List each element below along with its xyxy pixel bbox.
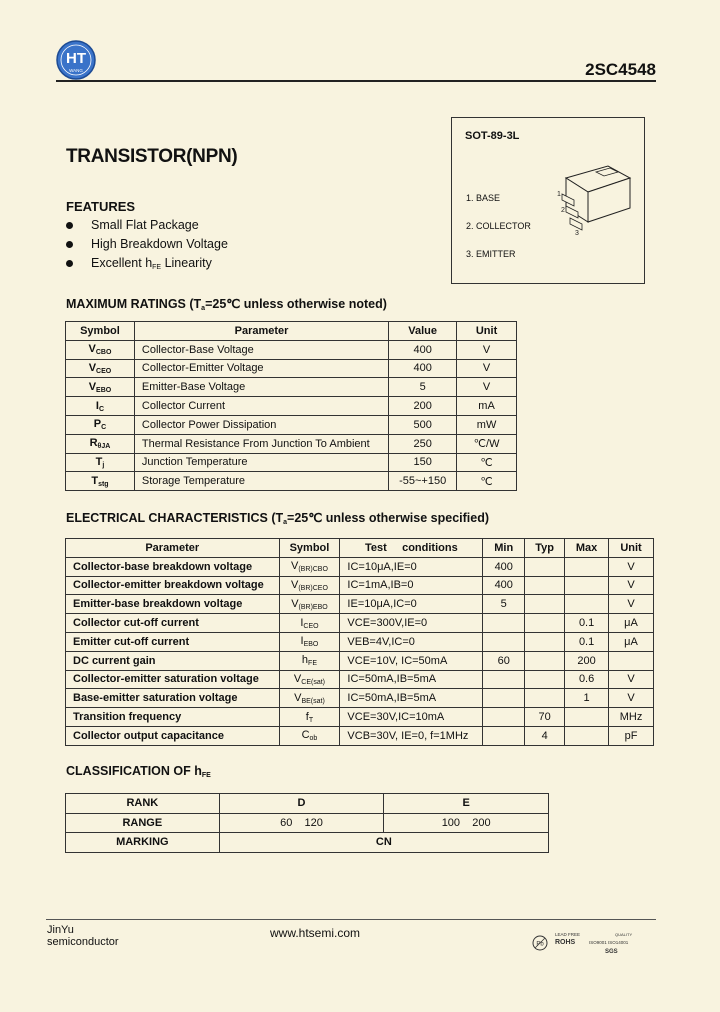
min-cell	[483, 670, 525, 689]
company-name: JinYu	[47, 924, 74, 936]
pin-number-2: 2	[561, 207, 565, 214]
unit-cell: μA	[609, 614, 654, 633]
feature-text: Small Flat Package	[91, 218, 199, 232]
condition-cell: VEB=4V,IC=0	[340, 632, 483, 651]
symbol-cell: $I_C$	[66, 397, 135, 416]
rank-label: RANK	[66, 794, 220, 814]
condition-cell: VCB=30V, IE=0, f=1MHz	[340, 726, 483, 745]
pin-label-collector: 2. COLLECTOR	[466, 221, 531, 231]
symbol-cell: $V_{CBO}$	[66, 340, 135, 359]
column-header: Symbol	[279, 539, 340, 558]
unit-cell: ℃/W	[457, 434, 517, 453]
table-row	[66, 434, 517, 453]
company-logo	[56, 40, 96, 80]
symbol-cell: $C_{ob}$	[279, 726, 340, 745]
condition-cell: VCE=30V,IC=10mA	[340, 708, 483, 727]
max-cell: 0.1	[565, 614, 609, 633]
column-header: Min	[483, 539, 525, 558]
parameter-cell: Collector cut-off current	[66, 614, 280, 633]
parameter-cell: Emitter-Base Voltage	[134, 378, 388, 397]
typ-cell	[525, 632, 565, 651]
max-cell: 200	[565, 651, 609, 670]
parameter-cell: Collector-emitter saturation voltage	[66, 670, 280, 689]
symbol-cell: $V_{CE(sat)}$	[279, 670, 340, 689]
unit-cell: mA	[457, 397, 517, 416]
parameter-cell: Emitter cut-off current	[66, 632, 280, 651]
parameter-cell: Base-emitter saturation voltage	[66, 689, 280, 708]
typ-cell: 4	[525, 726, 565, 745]
table-row	[66, 708, 654, 727]
parameter-cell: Junction Temperature	[134, 453, 388, 472]
column-header: Max	[565, 539, 609, 558]
parameter-cell: Collector-emitter breakdown voltage	[66, 576, 280, 595]
symbol-cell: $f_T$	[279, 708, 340, 727]
classification-table	[65, 793, 549, 853]
unit-cell: V	[457, 378, 517, 397]
rank-d: D	[219, 794, 384, 814]
rohs-small-text: LEAD FREE	[555, 932, 581, 937]
typ-cell	[525, 557, 565, 576]
symbol-cell: $V_{BE(sat)}$	[279, 689, 340, 708]
parameter-cell: Thermal Resistance From Junction To Ambient	[134, 434, 388, 453]
table-row	[66, 689, 654, 708]
table-row	[66, 453, 517, 472]
min-cell: 60	[483, 651, 525, 670]
parameter-cell: Collector output capacitance	[66, 726, 280, 745]
max-cell	[565, 576, 609, 595]
table-row	[66, 670, 654, 689]
features-heading: FEATURES	[66, 199, 136, 214]
condition-cell: VCE=10V, IC=50mA	[340, 651, 483, 670]
range-e: 100 200	[384, 813, 549, 833]
parameter-cell: Storage Temperature	[134, 472, 388, 491]
table-row	[66, 472, 517, 491]
parameter-cell: Emitter-base breakdown voltage	[66, 595, 280, 614]
package-name: SOT-89-3L	[465, 130, 520, 142]
unit-cell: V	[609, 689, 654, 708]
table-row	[66, 340, 517, 359]
rank-e: E	[384, 794, 549, 814]
logo-subtext: WANG	[69, 68, 83, 73]
sot89-package-drawing	[548, 160, 638, 240]
electrical-title: ELECTRICAL CHARACTERISTICS ($T_a=25℃$ unless otherwise specified)	[66, 511, 490, 526]
min-cell	[483, 632, 525, 651]
column-header: Unit	[609, 539, 654, 558]
min-cell: 400	[483, 557, 525, 576]
classification-title: CLASSIFICATION OF $h_{FE}$	[66, 764, 211, 779]
symbol-cell: $R_{\theta JA}$	[66, 434, 135, 453]
typ-cell	[525, 689, 565, 708]
table-row	[66, 614, 654, 633]
feature-text: High Breakdown Voltage	[91, 237, 228, 251]
max-ratings-table	[65, 321, 517, 491]
column-header: Symbol	[66, 322, 135, 341]
max-cell: 0.1	[565, 632, 609, 651]
value-cell: 250	[389, 434, 457, 453]
pin-number-3: 3	[575, 230, 579, 237]
page-title: TRANSISTOR(NPN)	[66, 146, 238, 167]
value-cell: 400	[389, 340, 457, 359]
unit-cell: mW	[457, 415, 517, 434]
unit-cell: V	[457, 359, 517, 378]
condition-cell: IC=1mA,IB=0	[340, 576, 483, 595]
cert-line-2: ISO9001 ISO14001	[589, 940, 629, 945]
parameter-cell: Collector Current	[134, 397, 388, 416]
max-cell	[565, 595, 609, 614]
parameter-cell: DC current gain	[66, 651, 280, 670]
pin-number-1: 1	[557, 191, 561, 198]
max-cell	[565, 708, 609, 727]
value-cell: 400	[389, 359, 457, 378]
symbol-cell: $I_{EBO}$	[279, 632, 340, 651]
table-row	[66, 794, 549, 814]
table-row	[66, 813, 549, 833]
table-header-row	[66, 539, 654, 558]
unit-cell: V	[609, 576, 654, 595]
table-row	[66, 595, 654, 614]
max-cell: 0.6	[565, 670, 609, 689]
unit-cell	[609, 651, 654, 670]
header-rule	[56, 80, 656, 82]
unit-cell: V	[609, 670, 654, 689]
typ-cell	[525, 595, 565, 614]
table-row	[66, 726, 654, 745]
marking-value: CN	[219, 833, 548, 853]
table-row	[66, 651, 654, 670]
table-header-row	[66, 322, 517, 341]
symbol-cell: $h_{FE}$	[279, 651, 340, 670]
symbol-cell: $V_{(BR)CBO}$	[279, 557, 340, 576]
unit-cell: V	[457, 340, 517, 359]
parameter-cell: Collector-base breakdown voltage	[66, 557, 280, 576]
part-number: 2SC4548	[585, 60, 656, 79]
bullet-icon	[66, 222, 73, 229]
electrical-characteristics-table	[65, 538, 654, 746]
feature-item	[66, 237, 228, 251]
marking-label: MARKING	[66, 833, 220, 853]
column-header: Typ	[525, 539, 565, 558]
bullet-icon	[66, 241, 73, 248]
column-header: Test conditions	[340, 539, 483, 558]
website-link[interactable]: www.htsemi.com	[270, 926, 361, 940]
symbol-cell: $I_{CEO}$	[279, 614, 340, 633]
bullet-icon	[66, 260, 73, 267]
typ-cell	[525, 614, 565, 633]
feature-item	[66, 218, 199, 232]
max-cell: 1	[565, 689, 609, 708]
typ-cell	[525, 576, 565, 595]
max-ratings-title: MAXIMUM RATINGS ($T_a=25℃$ unless otherwise noted)	[66, 297, 387, 312]
svg-text:Pb: Pb	[536, 941, 544, 948]
feature-item	[66, 256, 212, 271]
column-header: Parameter	[134, 322, 388, 341]
column-header: Value	[389, 322, 457, 341]
unit-cell: MHz	[609, 708, 654, 727]
table-row	[66, 632, 654, 651]
rohs-label: ROHS	[555, 939, 576, 946]
unit-cell: V	[609, 595, 654, 614]
unit-cell: ℃	[457, 472, 517, 491]
typ-cell	[525, 670, 565, 689]
pin-label-emitter: 3. EMITTER	[466, 249, 516, 259]
rohs-certification-logos	[531, 930, 661, 956]
parameter-cell: Collector-Emitter Voltage	[134, 359, 388, 378]
typ-cell: 70	[525, 708, 565, 727]
symbol-cell: $V_{(BR)EBO}$	[279, 595, 340, 614]
table-row	[66, 415, 517, 434]
feature-text: Excellent $h_{FE}$ Linearity	[91, 256, 212, 271]
max-cell	[565, 726, 609, 745]
symbol-cell: $V_{(BR)CEO}$	[279, 576, 340, 595]
cert-line-3: SGS	[605, 949, 618, 955]
cert-line-1: QUALITY	[615, 932, 633, 937]
parameter-cell: Collector Power Dissipation	[134, 415, 388, 434]
table-row	[66, 833, 549, 853]
footer-rule	[46, 919, 656, 920]
company-subtitle: semiconductor	[47, 936, 119, 948]
column-header: Parameter	[66, 539, 280, 558]
symbol-cell: $T_j$	[66, 453, 135, 472]
max-cell	[565, 557, 609, 576]
value-cell: 500	[389, 415, 457, 434]
unit-cell: pF	[609, 726, 654, 745]
value-cell: 5	[389, 378, 457, 397]
pin-label-base: 1. BASE	[466, 193, 501, 203]
table-row	[66, 576, 654, 595]
logo-text: HT	[66, 50, 86, 67]
min-cell	[483, 689, 525, 708]
column-header: Unit	[457, 322, 517, 341]
symbol-cell: $T_{stg}$	[66, 472, 135, 491]
symbol-cell: $V_{EBO}$	[66, 378, 135, 397]
typ-cell	[525, 651, 565, 670]
parameter-cell: Collector-Base Voltage	[134, 340, 388, 359]
range-d: 60 120	[219, 813, 384, 833]
range-label: RANGE	[66, 813, 220, 833]
min-cell	[483, 614, 525, 633]
min-cell: 5	[483, 595, 525, 614]
min-cell	[483, 726, 525, 745]
unit-cell: μA	[609, 632, 654, 651]
table-row	[66, 359, 517, 378]
table-row	[66, 378, 517, 397]
unit-cell: V	[609, 557, 654, 576]
symbol-cell: $P_C$	[66, 415, 135, 434]
condition-cell: IC=10μA,IE=0	[340, 557, 483, 576]
table-row	[66, 397, 517, 416]
value-cell: -55~+150	[389, 472, 457, 491]
parameter-cell: Transition frequency	[66, 708, 280, 727]
condition-cell: IC=50mA,IB=5mA	[340, 689, 483, 708]
condition-cell: IC=50mA,IB=5mA	[340, 670, 483, 689]
unit-cell: ℃	[457, 453, 517, 472]
condition-cell: IE=10μA,IC=0	[340, 595, 483, 614]
condition-cell: VCE=300V,IE=0	[340, 614, 483, 633]
min-cell	[483, 708, 525, 727]
min-cell: 400	[483, 576, 525, 595]
table-row	[66, 557, 654, 576]
value-cell: 150	[389, 453, 457, 472]
value-cell: 200	[389, 397, 457, 416]
symbol-cell: $V_{CEO}$	[66, 359, 135, 378]
